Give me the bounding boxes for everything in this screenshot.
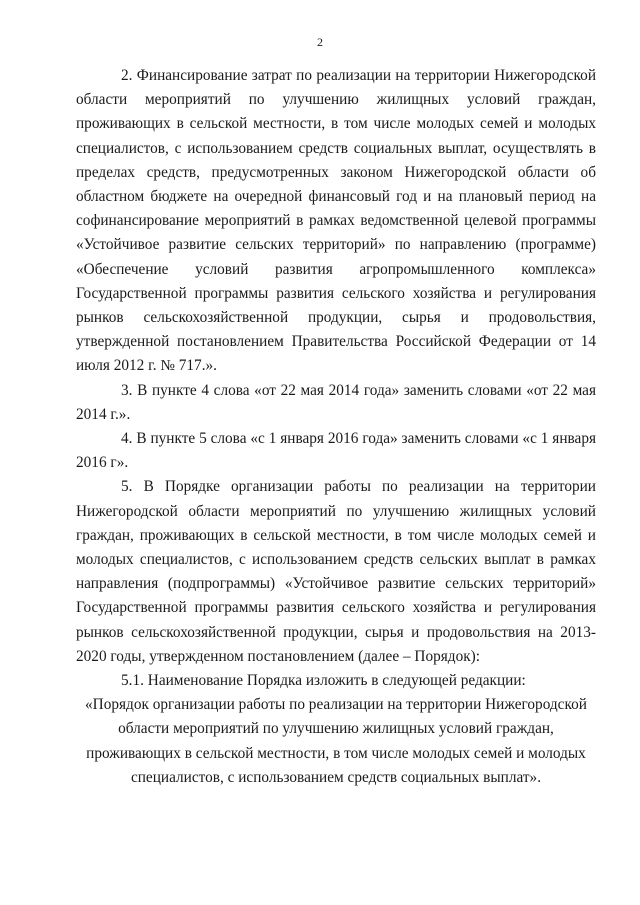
quoted-procedure-title: «Порядок организации работы по реализации на территории Нижегородской области мероприятий по улучшению жилищных условий граждан, проживающих в сельской местности, в том числе молодых семей и молодых специалистов, с использованием средств социальных выплат». [85, 696, 587, 786]
document-body [76, 64, 596, 790]
paragraph-financing: 2. Финансирование затрат по реализации на территории Нижегородской области мероприятий по улучшению жилищных условий граждан, проживающих в сельской местности, в том числе молодых семей и молодых специалистов, с использованием средств социальных выплат, осуществлять в пределах средств, предусмотренных законом Нижегородской области об областном бюджете на очередной финансовый год и на плановый период на софинансирование мероприятий в рамках ведомственной целевой программы «Устойчивое развитие сельских территорий» по направлению (программе) «Обеспечение условий развития агропромышленного комплекса» Государственной программы развития сельского хозяйства и регулирования рынков сельскохозяйственной продукции, сырья и продовольствия, утвержденной постановлением Правительства Российской Федерации от 14 июля 2012 г. № 717.». [76, 67, 596, 375]
paragraph-procedure-amendment: 5. В Порядке организации работы по реализации на территории Нижегородской области мероприятий по улучшению жилищных условий граждан, проживающих в сельской местности, в том числе молодых семей и молодых специалистов, с использованием средств сельских выплат в рамках направления (подпрограммы) «Устойчивое развитие сельских территорий» Государственной программы развития сельского хозяйства и регулирования рынков сельскохозяйственной продукции, сырья и продовольствия на 2013-2020 годы, утвержденном постановлением (далее – Порядок): [76, 478, 596, 665]
page-number: 2 [317, 35, 323, 49]
paragraph-item-5-amendment: 4. В пункте 5 слова «с 1 января 2016 года» заменить словами «с 1 января 2016 г». [76, 430, 596, 472]
paragraph-item-4-amendment: 3. В пункте 4 слова «от 22 мая 2014 года» заменить словами «от 22 мая 2014 г.». [76, 381, 596, 423]
paragraph-procedure-title-change: 5.1. Наименование Порядка изложить в следующей редакции: [121, 672, 526, 690]
